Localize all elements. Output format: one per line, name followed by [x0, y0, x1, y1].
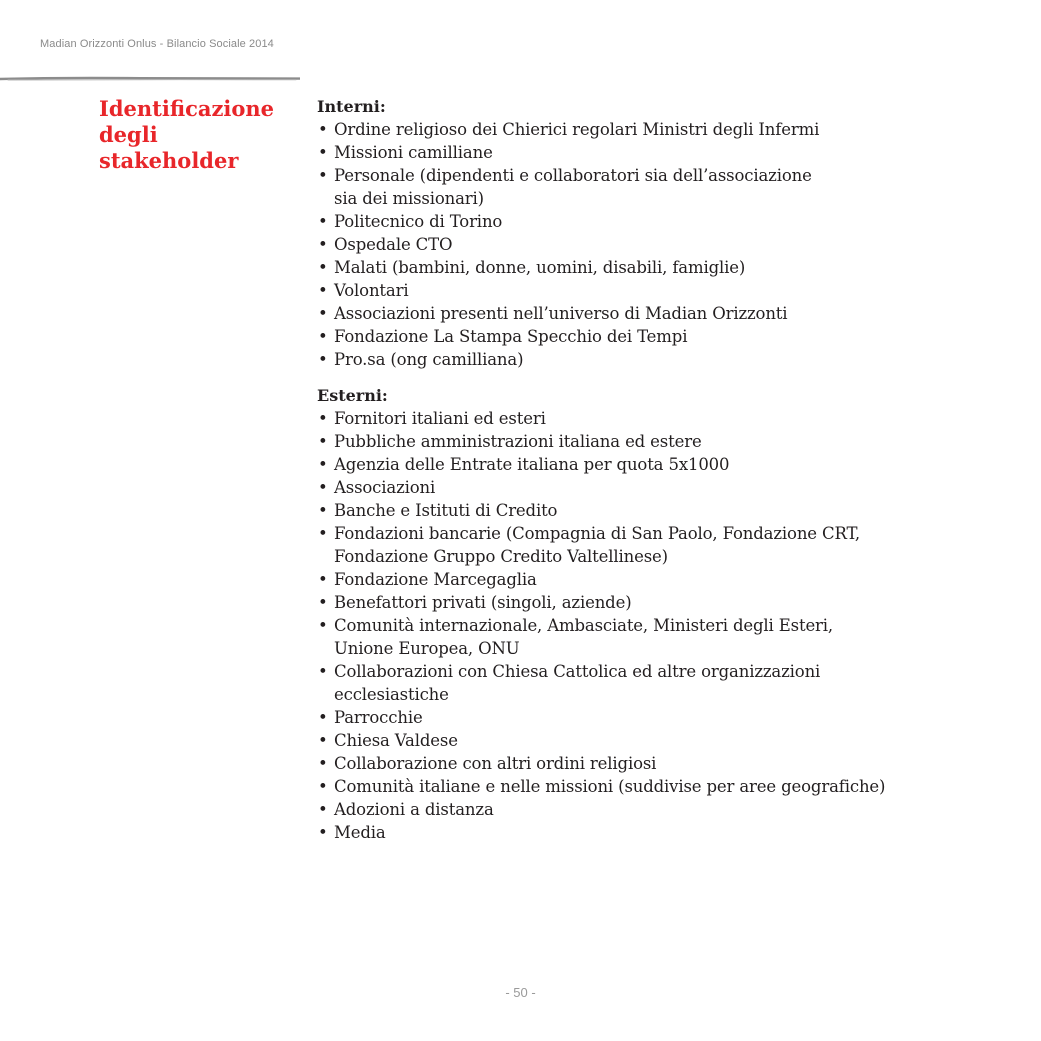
stakeholder-list — [317, 407, 997, 844]
list-item-text: Pro.sa (ong camilliana) — [334, 350, 524, 369]
list-item-text: Fondazione Gruppo Credito Valtellinese) — [334, 547, 668, 566]
list-item — [317, 407, 997, 430]
list-item — [317, 118, 997, 141]
list-item — [317, 706, 997, 729]
list-item — [317, 476, 997, 499]
list-item-text: Banche e Istituti di Credito — [334, 501, 558, 520]
list-item-text: Fondazioni bancarie (Compagnia di San Paolo, Fondazione CRT, — [334, 524, 860, 543]
stakeholder-group-interni — [317, 95, 997, 371]
list-item — [317, 752, 997, 775]
list-item — [317, 233, 997, 256]
list-item — [317, 499, 997, 522]
list-item — [317, 821, 997, 844]
list-item — [317, 453, 997, 476]
stakeholder-list — [317, 118, 997, 371]
list-item-text: Collaborazioni con Chiesa Cattolica ed altre organizzazioni — [334, 662, 821, 681]
list-item — [317, 430, 997, 453]
list-item-text: Comunità internazionale, Ambasciate, Ministeri degli Esteri, — [334, 616, 834, 635]
list-item-text: ecclesiastiche — [334, 685, 449, 704]
list-item-text: Associazioni presenti nell’universo di Madian Orizzonti — [334, 304, 788, 323]
section-title: Identificazione degli stakeholder — [99, 96, 275, 173]
list-item — [317, 660, 997, 706]
list-item-text: Comunità italiane e nelle missioni (suddivise per aree geografiche) — [334, 777, 886, 796]
list-item — [317, 568, 997, 591]
list-item-text: Fondazione La Stampa Specchio dei Tempi — [334, 327, 688, 346]
list-item-text: Ordine religioso dei Chierici regolari Ministri degli Infermi — [334, 120, 820, 139]
list-item-text: Pubbliche amministrazioni italiana ed estere — [334, 432, 702, 451]
list-item-text: Collaborazione con altri ordini religiosi — [334, 754, 657, 773]
list-item-text: Fondazione Marcegaglia — [334, 570, 537, 589]
list-item — [317, 522, 997, 568]
list-item-text: Politecnico di Torino — [334, 212, 503, 231]
list-item — [317, 256, 997, 279]
list-item — [317, 302, 997, 325]
list-item — [317, 798, 997, 821]
list-item-text: Fornitori italiani ed esteri — [334, 409, 546, 428]
list-item-text: sia dei missionari) — [334, 189, 484, 208]
list-item-text: Ospedale CTO — [334, 235, 453, 254]
list-item-text: Malati (bambini, donne, uomini, disabili, famiglie) — [334, 258, 746, 277]
list-item-text: Unione Europea, ONU — [334, 639, 520, 658]
page-number: - 50 - — [505, 985, 536, 1000]
list-item — [317, 141, 997, 164]
list-item-text: Volontari — [334, 281, 409, 300]
list-item-text: Agenzia delle Entrate italiana per quota 5x1000 — [334, 455, 730, 474]
stakeholder-content — [317, 95, 997, 844]
list-item-text: Personale (dipendenti e collaboratori sia dell’associazione — [334, 166, 812, 185]
list-item — [317, 325, 997, 348]
running-header: Madian Orizzonti Onlus - Bilancio Sociale 2014 — [40, 38, 274, 50]
list-item-text: Chiesa Valdese — [334, 731, 458, 750]
list-item — [317, 729, 997, 752]
list-item-text: Associazioni — [334, 478, 436, 497]
list-item — [317, 775, 997, 798]
group-heading: Esterni: — [317, 386, 388, 405]
list-item-text: Parrocchie — [334, 708, 423, 727]
stakeholder-group-esterni — [317, 384, 997, 844]
header-rule — [0, 75, 300, 83]
group-heading: Interni: — [317, 97, 386, 116]
list-item — [317, 279, 997, 302]
list-item-text: Missioni camilliane — [334, 143, 493, 162]
list-item — [317, 210, 997, 233]
list-item — [317, 591, 997, 614]
list-item-text: Adozioni a distanza — [334, 800, 494, 819]
list-item — [317, 164, 997, 210]
list-item — [317, 348, 997, 371]
list-item-text: Benefattori privati (singoli, aziende) — [334, 593, 632, 612]
list-item-text: Media — [334, 823, 386, 842]
list-item — [317, 614, 997, 660]
